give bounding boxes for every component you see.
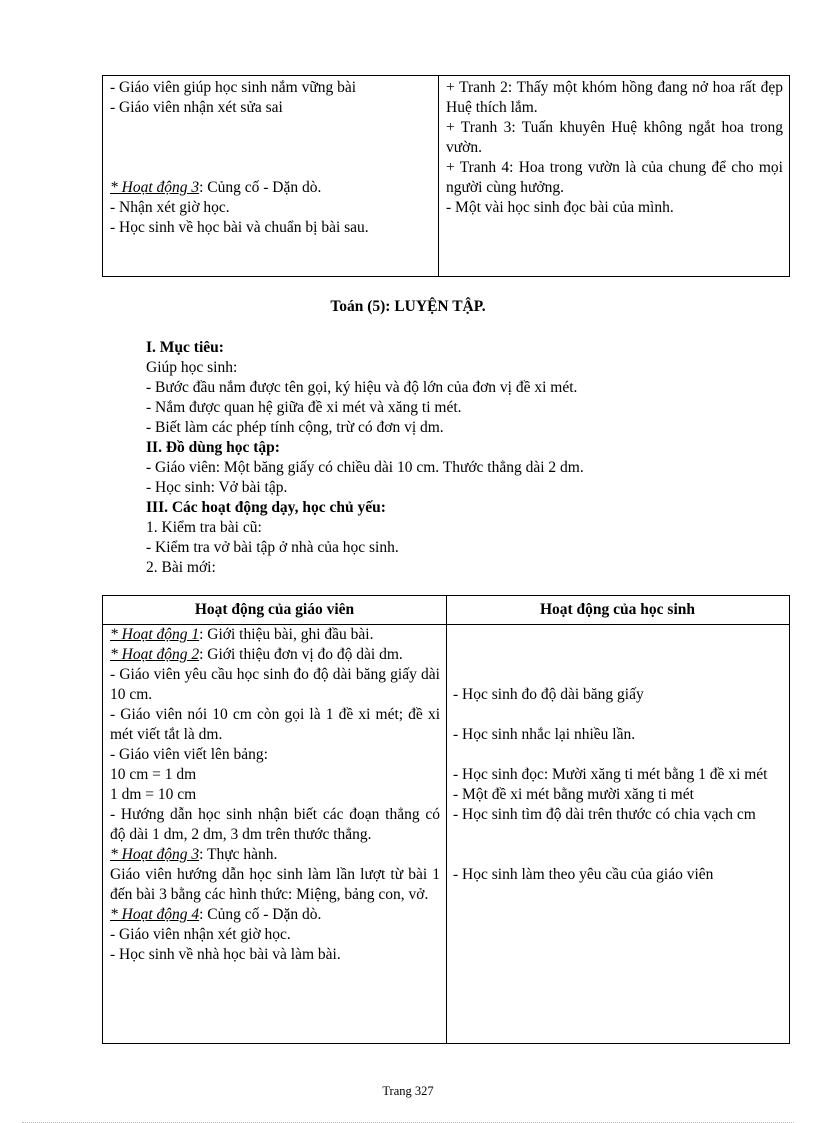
header-teacher: Hoạt động của giáo viên (194, 601, 355, 618)
section-heading-objectives: I. Mục tiêu: (146, 339, 224, 356)
text-line: - Giáo viên nhận xét giờ học. (110, 926, 291, 943)
text-line: - Giáo viên nhận xét sửa sai (110, 99, 283, 116)
activity-text: : Củng cố - Dặn dò. (199, 906, 322, 923)
text-line: - Học sinh làm theo yêu cầu của giáo viên (453, 866, 714, 883)
activity-label: * Hoạt động 3 (110, 846, 200, 863)
activity-label: * Hoạt động 2 (110, 646, 200, 663)
text-line: - Học sinh đọc: Mười xăng ti mét bằng 1 đề xi mét (453, 766, 768, 783)
text-line: - Giáo viên: Một băng giấy có chiều dài 10 cm. Thước thẳng dài 2 dm. (146, 459, 584, 476)
main-activity-table (102, 595, 790, 1044)
text-line: - Kiểm tra vở bài tập ở nhà của học sinh. (146, 539, 399, 556)
page-footer: Trang 327 (382, 1084, 434, 1098)
text-line: - Giáo viên viết lên bảng: (110, 746, 268, 763)
activity-label: * Hoạt động 3 (110, 179, 200, 196)
text-line: - Một đề xi mét bằng mười xăng ti mét (453, 786, 694, 803)
activity-text: : Thực hành. (199, 846, 278, 863)
text-line: 2. Bài mới: (146, 559, 216, 576)
student-cell (446, 625, 789, 1043)
header-student: Hoạt động của học sinh (539, 601, 696, 618)
text-line: - Giáo viên giúp học sinh nắm vững bài (110, 79, 357, 96)
activity-label: * Hoạt động 1 (110, 626, 200, 643)
text-line: - Học sinh tìm độ dài trên thước có chia vạch cm (453, 806, 756, 823)
text-line: 1 dm = 10 cm (110, 786, 197, 803)
activity-text: : Củng cố - Dặn dò. (199, 179, 322, 196)
activity-label: * Hoạt động 4 (110, 906, 200, 923)
text-line: - Học sinh đo độ dài băng giấy (453, 686, 644, 703)
text-line: + Tranh 4: Hoa trong vườn là của chung để cho mọi người cùng hưởng. (446, 159, 783, 196)
text-line: - Học sinh về học bài và chuẩn bị bài sau. (110, 219, 369, 236)
text-line: 10 cm = 1 dm (110, 766, 197, 783)
lesson-sections (146, 338, 746, 578)
lesson-title: Toán (5): LUYỆN TẬP. (330, 298, 486, 315)
text-line: - Biết làm các phép tính cộng, trừ có đơn vị dm. (146, 419, 444, 436)
activity-3-heading (110, 178, 433, 198)
text-line: 1. Kiểm tra bài cũ: (146, 519, 262, 536)
text-line: + Tranh 2: Thấy một khóm hồng đang nở hoa rất đẹp Huệ thích lắm. (446, 79, 783, 116)
activity-3-heading (110, 845, 440, 865)
text-line: - Học sinh: Vở bài tập. (146, 479, 288, 496)
teacher-cell (103, 625, 446, 1043)
text-line: Giáo viên hướng dẫn học sinh làm lần lượt từ bài 1 đến bài 3 bằng các hình thức: Miệng, bảng con, vở. (110, 866, 440, 903)
text-line: - Bước đầu nắm được tên gọi, ký hiệu và độ lớn của đơn vị đề xi mét. (146, 379, 578, 396)
activity-4-heading (110, 905, 440, 925)
activity-1-heading (110, 625, 440, 645)
text-line: - Giáo viên nói 10 cm còn gọi là 1 đề xi mét; đề xi mét viết tắt là dm. (110, 706, 440, 743)
text-line: + Tranh 3: Tuấn khuyên Huệ không ngắt hoa trong vườn. (446, 119, 783, 156)
text-line: - Học sinh về nhà học bài và làm bài. (110, 946, 341, 963)
text-line: - Hướng dẫn học sinh nhận biết các đoạn thẳng có độ dài 1 dm, 2 dm, 3 dm trên thước thẳng. (110, 806, 440, 843)
text-line: - Nắm được quan hệ giữa đề xi mét và xăng ti mét. (146, 399, 462, 416)
activity-text: : Giới thiệu đơn vị đo độ dài dm. (199, 646, 403, 663)
section-heading-materials: II. Đồ dùng học tập: (146, 439, 280, 456)
section-heading-activities: III. Các hoạt động dạy, học chủ yếu: (146, 499, 386, 516)
top-teacher-cell (103, 76, 439, 276)
activity-2-heading (110, 645, 440, 665)
text-line: - Một vài học sinh đọc bài của mình. (446, 199, 674, 216)
text-line: - Giáo viên yêu cầu học sinh đo độ dài băng giấy dài 10 cm. (110, 666, 440, 703)
top-student-cell (439, 76, 789, 276)
text-line: - Nhận xét giờ học. (110, 199, 230, 216)
text-line: Giúp học sinh: (146, 359, 238, 376)
activity-text: : Giới thiệu bài, ghi đầu bài. (199, 626, 374, 643)
top-activity-table (102, 75, 790, 277)
text-line: - Học sinh nhắc lại nhiều lần. (453, 726, 636, 743)
